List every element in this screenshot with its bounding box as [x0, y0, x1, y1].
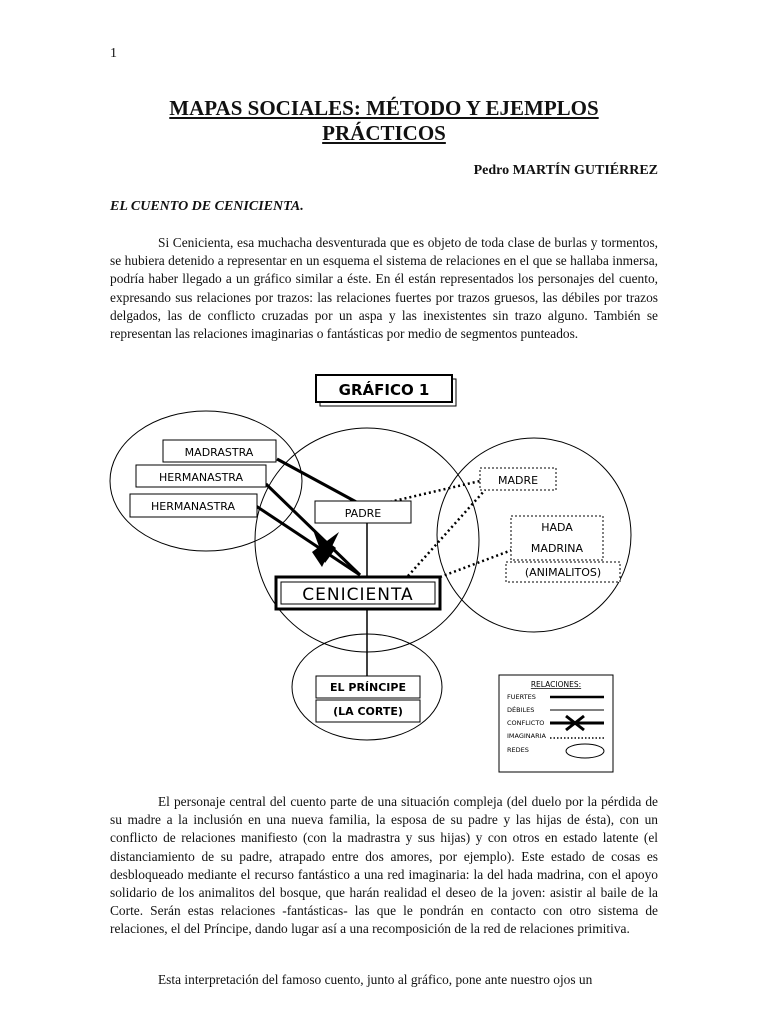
- svg-text:HERMANASTRA: HERMANASTRA: [158, 471, 244, 484]
- title-line-1: MAPAS SOCIALES: MÉTODO Y EJEMPLOS: [169, 96, 599, 120]
- svg-text:HADA: HADA: [541, 521, 573, 534]
- node-cenicienta: [276, 577, 440, 609]
- svg-text:MADRINA: MADRINA: [530, 542, 584, 555]
- legend-title: RELACIONES:: [530, 680, 582, 689]
- svg-text:MADRE: MADRE: [497, 474, 539, 487]
- node-animalitos: [506, 562, 620, 582]
- svg-text:(LA CORTE): (LA CORTE): [333, 705, 403, 718]
- legend-redes: REDES: [507, 746, 529, 754]
- section-title: EL CUENTO DE CENICIENTA.: [110, 199, 304, 214]
- node-hermanastra-1: [136, 465, 266, 487]
- svg-text:EL PRÍNCIPE: EL PRÍNCIPE: [330, 681, 406, 694]
- svg-text:PADRE: PADRE: [344, 507, 382, 520]
- paragraph-conclusion: Esta interpretación del famoso cuento, junto al gráfico, pone ante nuestro ojos un: [158, 972, 593, 987]
- node-corte: [316, 700, 420, 722]
- node-madrastra: [163, 440, 276, 462]
- legend-debiles: DÉBILES: [507, 706, 535, 714]
- paragraph-intro: Si Cenicienta, esa muchacha desventurada que es objeto de toda clase de burlas y tormentos, se hubiera detenido a representar en un esquema el sistema de relaciones en el que se hallaba inmersa, podría haber llegado a un gráfico similar a éste. En él están representados los personajes del cuento, expresando sus relaciones por trazos: las relaciones fuertes por trazos gruesos, las débiles por trazos delgados, las de conflicto cruzadas por un aspa y las inexistentes sin trazo alguno. También se representan las relaciones imaginarias o fantásticas por medio de segmentos punteados.: [110, 235, 658, 342]
- author: Pedro MARTÍN GUTIÉRREZ: [473, 163, 658, 178]
- node-hada-madrina: [511, 516, 603, 560]
- legend-conflicto: CONFLICTO: [507, 719, 545, 727]
- legend-fuertes: FUERTES: [507, 693, 536, 701]
- svg-text:CENICIENTA: CENICIENTA: [302, 585, 414, 605]
- imaginary-relations: [385, 481, 512, 577]
- svg-text:(ANIMALITOS): (ANIMALITOS): [524, 566, 602, 579]
- page-number: 1: [110, 46, 117, 61]
- svg-text:MADRASTRA: MADRASTRA: [184, 446, 254, 459]
- node-hermanastra-2: [130, 494, 257, 517]
- paragraph-analysis: El personaje central del cuento parte de una situación compleja (del duelo por la pérdida de su madre a la inclusión en una nueva familia, la esposa de su padre y las hijas de ésta), con un conflicto de relaciones manifiesto (con la madrastra y sus hijas) y con otros en estado latente (el distanciamiento de su padre, atrapado entre dos amores, por ejemplo). Este estado de cosas es desbloqueado mediante el recurso fantástico a una red imaginaria: la del hada madrina, con el apoyo solidario de los animalitos del bosque, que harán realidad el deseo de la joven: asistir al baile de la Corte. Serán estas relaciones -fantásticas- las que le pondrán en contacto con otro sistema de relaciones, el del Príncipe, dando lugar así a una recomposición de la red de relaciones primitiva.: [110, 794, 658, 937]
- node-madre: [480, 468, 556, 490]
- legend-imaginaria: IMAGINARIA: [507, 732, 546, 740]
- node-principe: [316, 676, 420, 698]
- conflict-marker: [312, 530, 339, 567]
- svg-text:HERMANASTRA: HERMANASTRA: [150, 500, 236, 513]
- diagram-title-box: [316, 375, 456, 406]
- legend-box: [499, 675, 613, 772]
- title-line-2: PRÁCTICOS: [322, 121, 446, 145]
- diagram-title: GRÁFICO 1: [338, 381, 430, 399]
- node-padre: [315, 501, 411, 523]
